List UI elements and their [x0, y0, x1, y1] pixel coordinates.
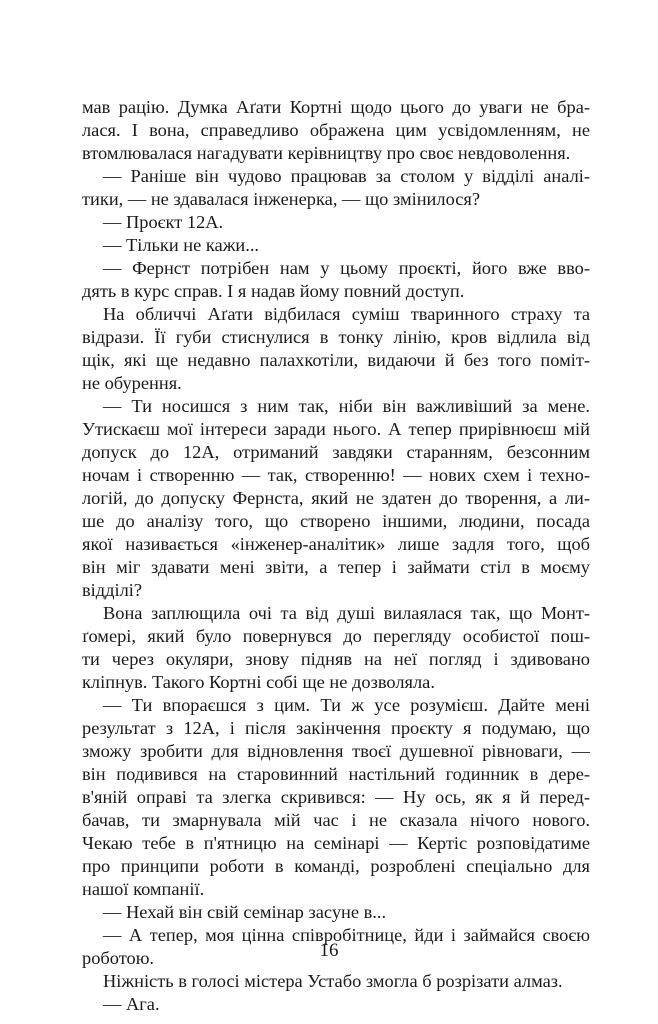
text-line: ти через окуляри, знову підняв на неї погляд і здивовано: [82, 649, 590, 669]
text-line: — А тепер, моя цінна співробітнице, йди і займайся своєю: [103, 925, 590, 945]
text-line: На обличчі Аґати відбилася суміш тваринного страху та: [103, 304, 590, 324]
text-line: мав рацію. Думка Аґати Кортні щодо цього до уваги не бра-: [82, 97, 590, 117]
text-line: зможу зробити для відновлення твоєї душевної рівноваги, —: [82, 741, 590, 761]
text-line: відділі?: [82, 580, 143, 600]
text-line: бачав, ти змарнувала мій час і не сказала нічого нового.: [82, 810, 590, 830]
text-line: логій, до допуску Фернста, який не здатен до творення, а ли-: [82, 488, 590, 508]
body-text: [82, 96, 590, 1016]
text-line: про принципи роботи в команді, розроблені спеціально для: [82, 856, 590, 876]
text-line: — Фернст потрібен нам у цьому проєкті, його вже вво-: [103, 258, 590, 278]
text-line: в'яній оправі та злегка скривився: — Ну ось, як я й перед-: [82, 787, 590, 807]
text-line: він подивився на старовинний настільний годинник в дере-: [82, 764, 590, 784]
text-line: Утискаєш мої інтереси заради нього. А тепер прирівнюєш мій: [82, 419, 590, 439]
text-line: він міг здавати мені звіти, а тепер і займати стіл в моєму: [82, 557, 590, 577]
text-line: роботою.: [82, 948, 155, 968]
text-line: якої називається «інженер-аналітик» лише задля того, щоб: [82, 534, 590, 554]
text-line: — Ага.: [103, 994, 160, 1014]
text-line: дять в курс справ. І я надав йому повний доступ.: [82, 281, 465, 301]
text-line: — Ти впораєшся з цим. Ти ж усе розумієш. Дайте мені: [103, 695, 590, 715]
text-line: Вона заплющила очі та від душі вилаялася так, що Монт-: [103, 603, 590, 623]
text-line: — Раніше він чудово працював за столом у відділі аналі-: [103, 166, 590, 186]
text-line: — Ти носишся з ним так, ніби він важливіший за мене.: [103, 396, 590, 416]
text-line: — Нехай він свій семінар засуне в...: [103, 902, 387, 922]
text-line: допуск до 12А, отриманий завдяки старанням, безсонним: [82, 442, 590, 462]
text-line: Ніжність в голосі містера Устабо змогла б розрізати алмаз.: [103, 971, 563, 991]
text-line: — Проєкт 12А.: [103, 212, 224, 232]
page-number: 16: [319, 940, 339, 961]
text-line: ше до аналізу того, що створено іншими, людини, посада: [82, 511, 590, 531]
text-line: щік, які ще недавно палахкотіли, видаючи й без того поміт-: [82, 350, 590, 370]
text-line: відрази. Її губи стиснулися в тонку лінію, кров відлила від: [82, 327, 590, 347]
text-line: не обурення.: [82, 373, 182, 393]
text-line: ночам і створенню — так, створенню! — нових схем і техно-: [82, 465, 590, 485]
text-line: результат з 12А, і після закінчення проєкту я подумаю, що: [82, 718, 590, 738]
text-line: лася. І вона, справедливо ображена цим усвідомленням, не: [82, 120, 590, 140]
text-line: — Тільки не кажи...: [103, 235, 260, 255]
text-line: тики, — не здавалася інженерка, — що змінилося?: [82, 189, 481, 209]
text-line: втомлювалася нагадувати керівництву про своє невдоволення.: [82, 143, 571, 163]
text-line: кліпнув. Такого Кортні собі ще не дозволяла.: [82, 672, 435, 692]
text-line: Чекаю тебе в п'ятницю на семінарі — Кертіс розповідатиме: [82, 833, 590, 853]
text-line: ґомері, який було повернувся до перегляду особистої пош-: [82, 626, 590, 646]
text-line: нашої компанії.: [82, 879, 205, 899]
